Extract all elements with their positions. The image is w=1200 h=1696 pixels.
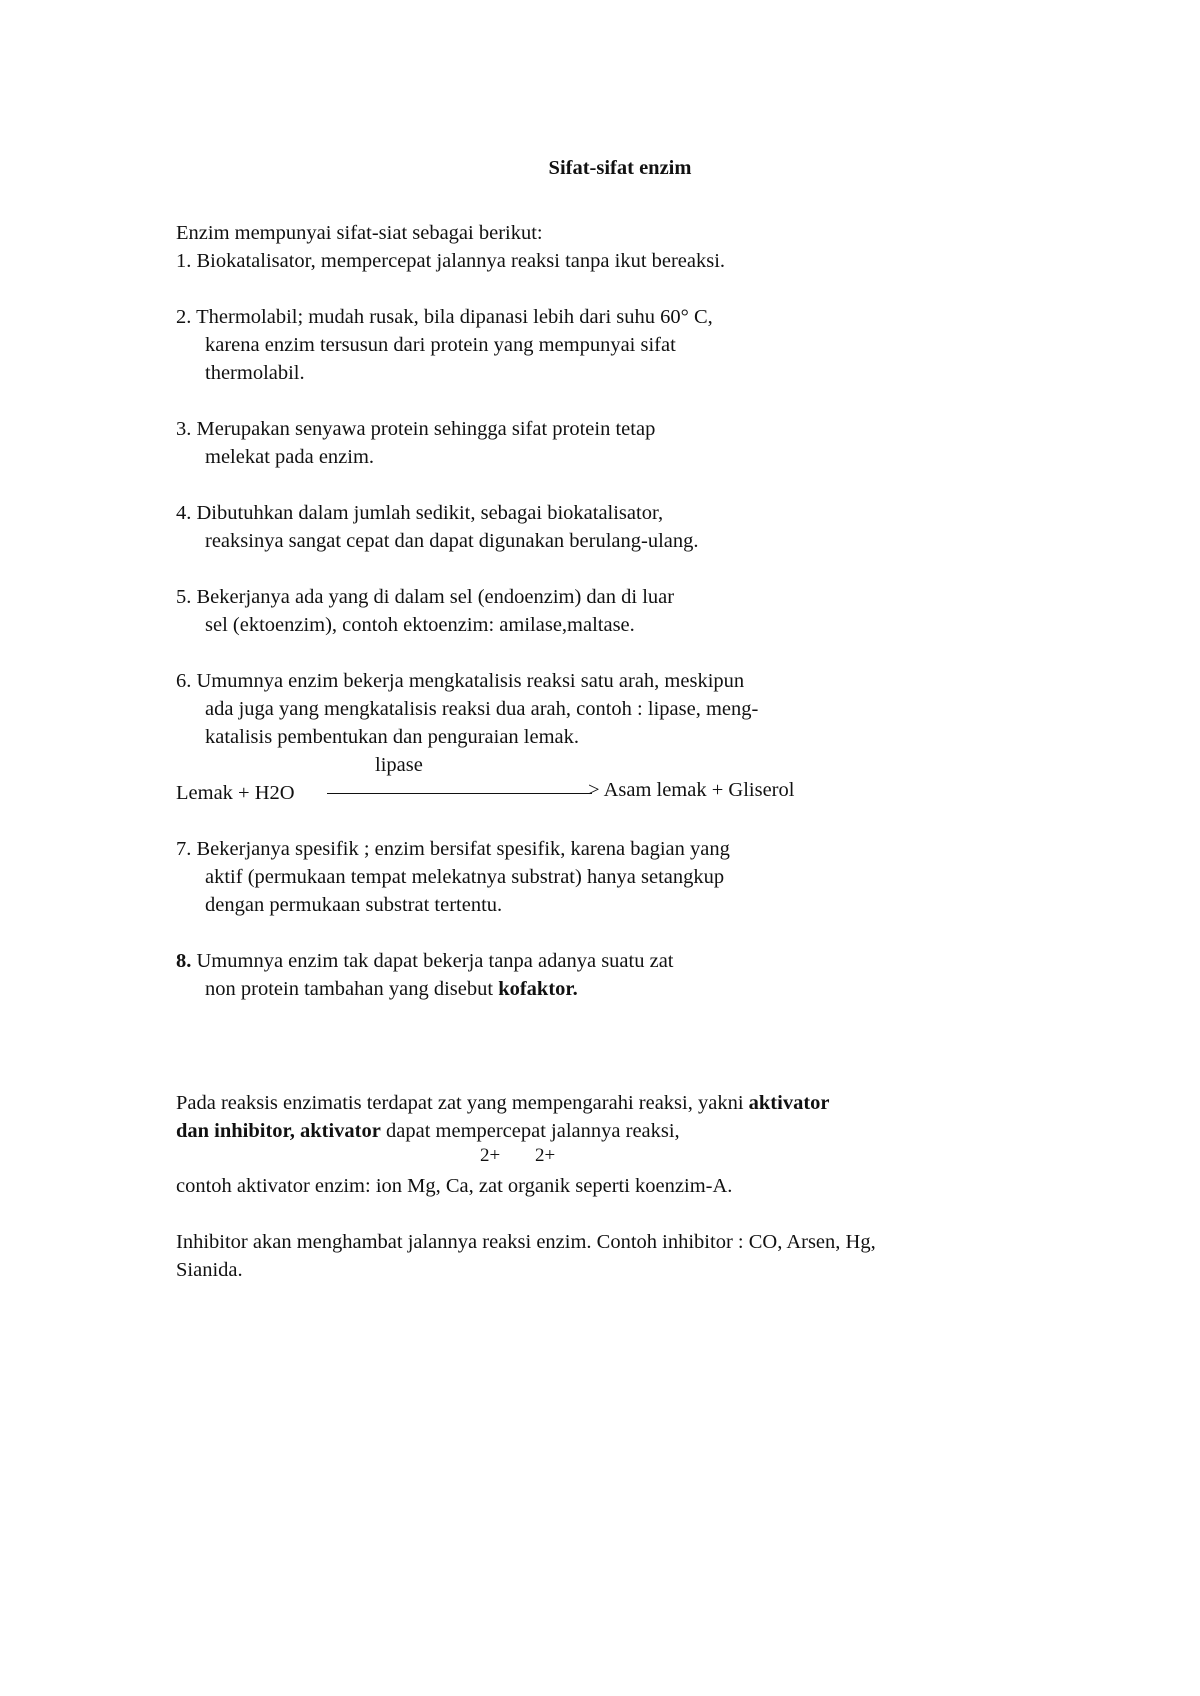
reaction-products: Asam lemak + Gliserol	[603, 779, 795, 801]
list-item-8-line-1	[176, 949, 674, 973]
inhibitor-aktivator-term: dan inhibitor, aktivator	[176, 1120, 381, 1142]
reaction-arrow-line	[327, 793, 592, 794]
list-item-8-text: Umumnya enzim tak dapat bekerja tanpa adanya suatu zat	[191, 950, 674, 972]
list-item-8-number: 8.	[176, 950, 192, 972]
list-item-6-line-2: ada juga yang mengkatalisis reaksi dua arah, contoh : lipase, meng-	[205, 698, 759, 720]
list-item-7-line-1: 7. Bekerjanya spesifik ; enzim bersifat spesifik, karena bagian yang	[176, 838, 730, 860]
activator-text-1: Pada reaksis enzimatis terdapat zat yang mempengarahi reaksi, yakni	[176, 1092, 749, 1114]
inhibitor-line-2: Sianida.	[176, 1259, 243, 1281]
list-item-2-line-3: thermolabil.	[205, 362, 305, 384]
list-item-3-line-1: 3. Merupakan senyawa protein sehingga sifat protein tetap	[176, 418, 656, 440]
page-title: Sifat-sifat enzim	[548, 157, 692, 179]
intro-text: Enzim mempunyai sifat-siat sebagai berikut:	[176, 222, 543, 244]
list-item-3-line-2: melekat pada enzim.	[205, 446, 375, 468]
list-item-2-line-1: 2. Thermolabil; mudah rusak, bila dipanasi lebih dari suhu 60° C,	[176, 306, 713, 328]
list-item-4-line-2: reaksinya sangat cepat dan dapat digunakan berulang-ulang.	[205, 530, 699, 552]
list-item-2-line-2: karena enzim tersusun dari protein yang mempunyai sifat	[205, 334, 676, 356]
reaction-enzyme-label: lipase	[375, 754, 423, 776]
ca-charge: 2+	[535, 1145, 556, 1166]
reaction-arrow-head	[588, 778, 794, 802]
reaction-reactants: Lemak + H2O	[176, 782, 295, 804]
list-item-4-line-1: 4. Dibutuhkan dalam jumlah sedikit, sebagai biokatalisator,	[176, 502, 664, 524]
list-item-5-line-1: 5. Bekerjanya ada yang di dalam sel (endoenzim) dan di luar	[176, 586, 675, 608]
list-item-1: 1. Biokatalisator, mempercepat jalannya reaksi tanpa ikut bereaksi.	[176, 250, 726, 272]
inhibitor-line-1: Inhibitor akan menghambat jalannya reaksi enzim. Contoh inhibitor : CO, Arsen, Hg,	[176, 1231, 876, 1253]
list-item-7-line-3: dengan permukaan substrat tertentu.	[205, 894, 503, 916]
activator-line-3: contoh aktivator enzim: ion Mg, Ca, zat organik seperti koenzim-A.	[176, 1175, 733, 1197]
aktivator-term: aktivator	[748, 1092, 830, 1114]
list-item-5-line-2: sel (ektoenzim), contoh ektoenzim: amilase,maltase.	[205, 614, 635, 636]
kofaktor-term: kofaktor.	[498, 978, 578, 1000]
mg-charge: 2+	[480, 1145, 501, 1166]
arrow-head-glyph: >	[588, 779, 600, 801]
activator-line-2	[176, 1119, 680, 1143]
list-item-7-line-2: aktif (permukaan tempat melekatnya substrat) hanya setangkup	[205, 866, 725, 888]
list-item-6-line-1: 6. Umumnya enzim bekerja mengkatalisis reaksi satu arah, meskipun	[176, 670, 745, 692]
activator-text-2: dapat mempercepat jalannya reaksi,	[380, 1120, 680, 1142]
list-item-8-line-2	[205, 977, 578, 1001]
list-item-6-line-3: katalisis pembentukan dan penguraian lemak.	[205, 726, 580, 748]
list-item-8-text-2: non protein tambahan yang disebut	[205, 978, 499, 1000]
activator-line-1	[176, 1091, 830, 1115]
